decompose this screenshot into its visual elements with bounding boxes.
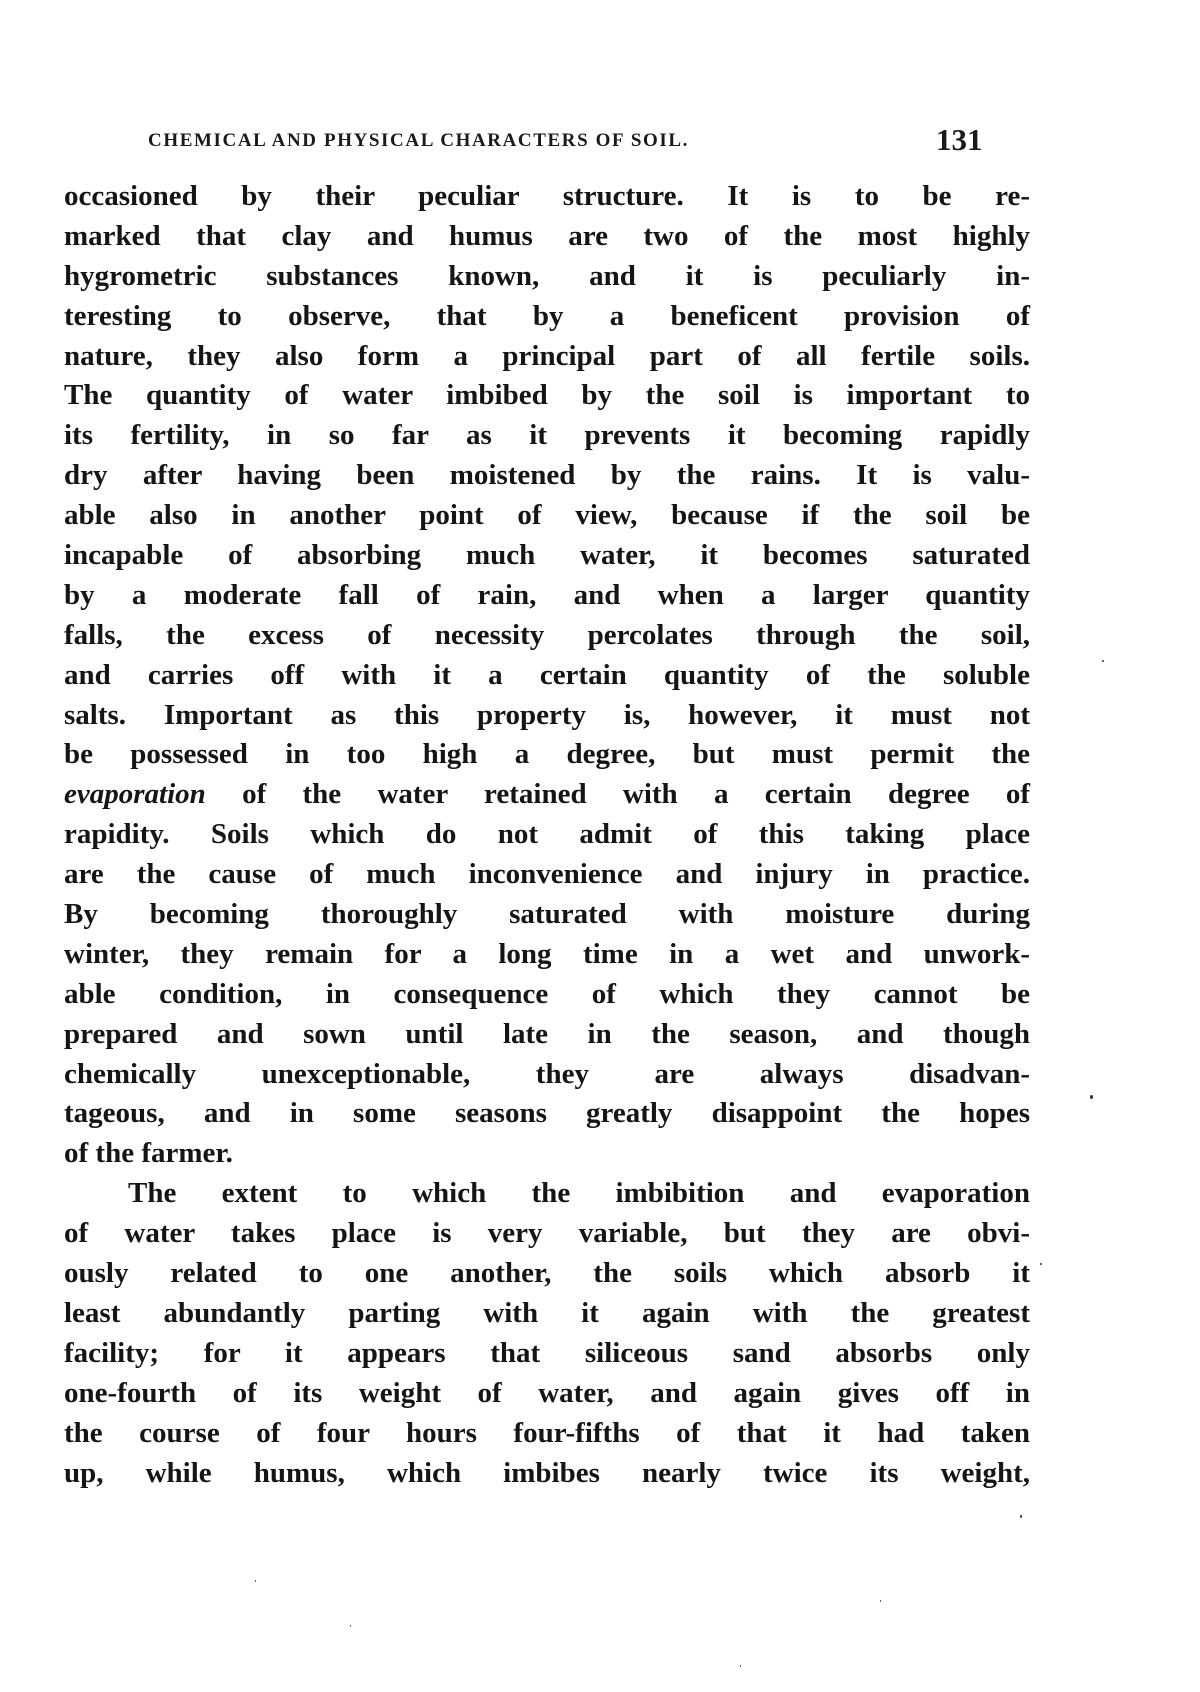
text-line: teresting to observe, that by a beneficent provision of — [64, 299, 1030, 332]
text-fragment: of the water retained with a certain degree of — [205, 778, 1030, 811]
text-line: falls, the excess of necessity percolates through the soil, — [64, 618, 1030, 651]
text-line: up, while humus, which imbibes nearly twice its weight, — [64, 1456, 1030, 1489]
text-line: dry after having been moistened by the rains. It is valu- — [64, 459, 1030, 492]
text-line: prepared and sown until late in the season, and though — [64, 1017, 1030, 1050]
text-line: be possessed in too high a degree, but must permit the — [64, 738, 1030, 771]
text-line: tageous, and in some seasons greatly disappoint the hopes — [64, 1097, 1030, 1130]
text-line: by a moderate fall of rain, and when a larger quantity — [64, 578, 1030, 611]
text-line: nature, they also form a principal part of all fertile soils. — [64, 339, 1030, 372]
scan-speck — [1102, 660, 1104, 662]
text-line: salts. Important as this property is, however, it must not — [64, 698, 1030, 731]
text-line: facility; for it appears that siliceous sand absorbs only — [64, 1336, 1030, 1369]
italic-term: evaporation — [64, 778, 206, 811]
text-line: marked that clay and humus are two of the most highly — [64, 219, 1030, 252]
text-line: rapidity. Soils which do not admit of this taking place — [64, 818, 1030, 851]
text-line: are the cause of much inconvenience and injury in practice. — [64, 858, 1030, 891]
text-line: chemically unexceptionable, they are always disadvan- — [64, 1057, 1030, 1090]
body-text — [64, 177, 1030, 1493]
text-line: one-fourth of its weight of water, and again gives off in — [64, 1376, 1030, 1409]
paragraph-2 — [64, 1174, 1030, 1493]
text-line: the course of four hours four-fifths of that it had taken — [64, 1416, 1030, 1449]
text-line: able also in another point of view, because if the soil be — [64, 499, 1030, 532]
text-line: least abundantly parting with it again with the greatest — [64, 1296, 1030, 1329]
text-line: The quantity of water imbibed by the soil is important to — [64, 379, 1030, 412]
text-line: The extent to which the imbibition and evaporation — [128, 1177, 1030, 1210]
text-line: and carries off with it a certain quantity of the soluble — [64, 658, 1030, 691]
text-line: By becoming thoroughly saturated with moisture during — [64, 898, 1030, 931]
scan-speck — [1040, 1263, 1042, 1265]
scan-speck — [1090, 1095, 1093, 1099]
scan-speck — [255, 1580, 256, 1582]
text-line: ously related to one another, the soils which absorb it — [64, 1257, 1030, 1290]
scan-speck — [880, 1600, 881, 1602]
running-title: CHEMICAL AND PHYSICAL CHARACTERS OF SOIL. — [148, 130, 690, 151]
text-line: occasioned by their peculiar structure. It is to be re- — [64, 180, 1030, 212]
text-line: its fertility, in so far as it prevents it becoming rapidly — [64, 419, 1030, 452]
scan-speck — [1020, 1515, 1022, 1518]
page-number: 131 — [936, 122, 983, 157]
text-line: hygrometric substances known, and it is peculiarly in- — [64, 259, 1030, 292]
text-line: incapable of absorbing much water, it becomes saturated — [64, 539, 1030, 572]
text-line: winter, they remain for a long time in a wet and unwork- — [64, 937, 1030, 970]
running-head — [148, 122, 1018, 162]
scan-speck — [350, 1625, 351, 1627]
text-line: of water takes place is very variable, but they are obvi- — [64, 1217, 1030, 1250]
text-line: able condition, in consequence of which they cannot be — [64, 977, 1030, 1010]
paragraph-1 — [64, 177, 1030, 1174]
text-line: of the farmer. — [64, 1137, 233, 1170]
scan-speck — [740, 1665, 741, 1667]
text-line-italic — [64, 775, 1030, 815]
